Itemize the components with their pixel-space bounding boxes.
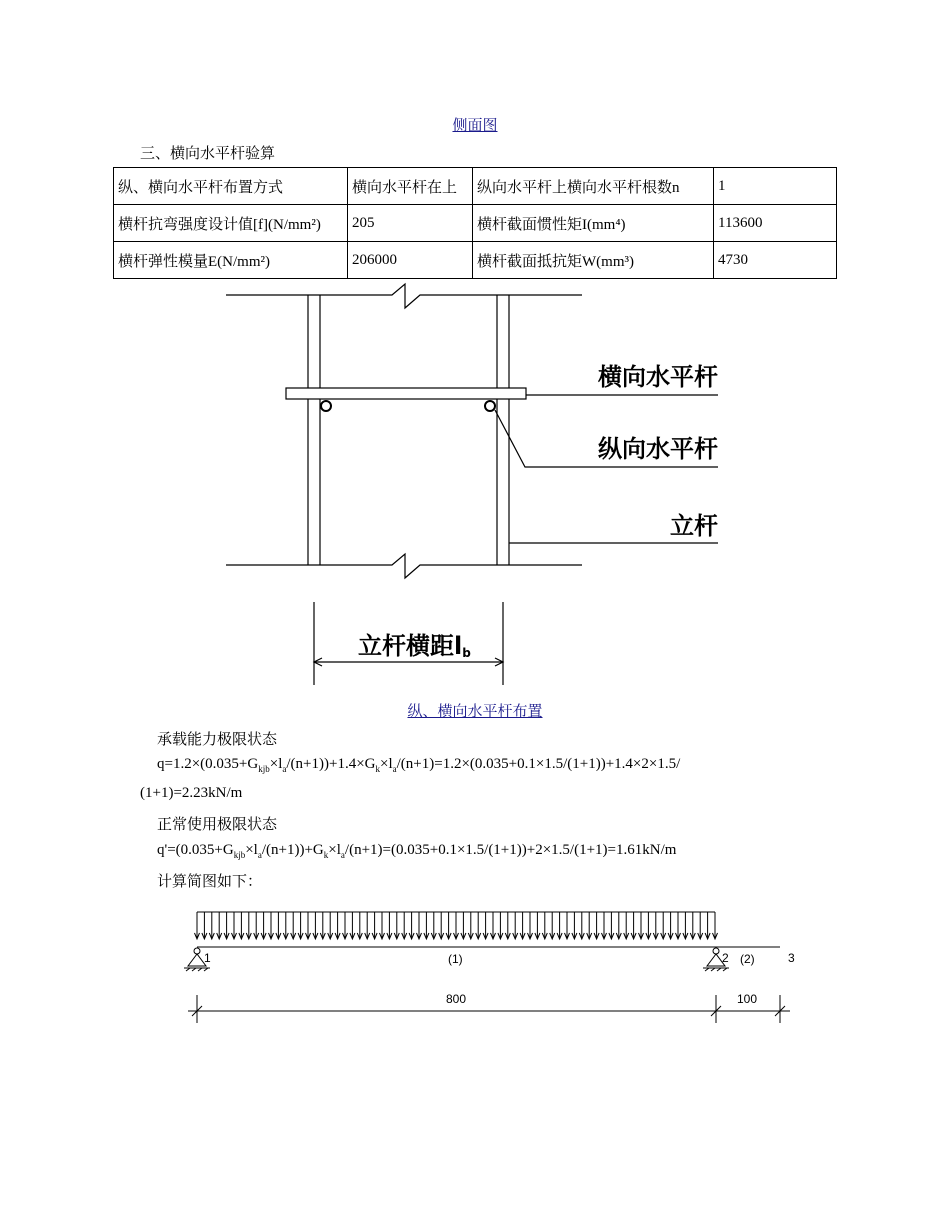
formula-q-prime: $q'=(0.035+G_{kjb}\times l_a/(n+1))+G_k\times l_a/(n+1)=(0.035+0.1\times 1.5/(1+1))+2\times 1.5/(1+1)=1.61kN/m$ bbox=[157, 842, 677, 860]
table-cell: 206000 bbox=[348, 242, 473, 279]
table-cell: 纵向水平杆上横向水平杆根数n bbox=[473, 168, 714, 205]
table-cell: 横杆截面抵抗矩W(mm³) bbox=[473, 242, 714, 279]
span-1-label: (1) bbox=[448, 952, 463, 966]
scaffold-layout-diagram bbox=[0, 280, 950, 690]
ultimate-state-title: 承载能力极限状态 bbox=[157, 732, 278, 748]
formula-q: $q=1.2\times(0.035+G_{kjb}\times l_a/(n+1))+1.4\times G_k\times l_a/(n+1)=1.2\times(0.035+0.1\times 1.5/(1+1))+1.4\times 2\times 1.5/$ bbox=[157, 756, 681, 774]
node-2-label: 2 bbox=[722, 951, 729, 965]
table-cell: 横杆抗弯强度设计值[f](N/mm²) bbox=[114, 205, 348, 242]
node-1-label: 1 bbox=[204, 951, 211, 965]
span-2-label: (2) bbox=[740, 952, 755, 966]
table-row bbox=[114, 168, 837, 205]
params-table bbox=[113, 167, 837, 279]
section-title: 三、横向水平杆验算 bbox=[140, 146, 276, 162]
label-horizontal-bar: 横向水平杆 bbox=[598, 363, 718, 391]
beam-calc-diagram bbox=[0, 900, 950, 1030]
calc-diagram-intro: 计算简图如下： bbox=[157, 874, 263, 890]
layout-caption[interactable] bbox=[0, 700, 950, 721]
dimension-800: 800 bbox=[446, 992, 467, 1006]
table-cell: 纵、横向水平杆布置方式 bbox=[114, 168, 348, 205]
table-row bbox=[114, 242, 837, 279]
side-view-link[interactable]: 侧面图 bbox=[452, 118, 498, 134]
table-cell: 1 bbox=[714, 168, 837, 205]
label-pole: 立杆 bbox=[670, 512, 718, 540]
table-cell: 横向水平杆在上 bbox=[348, 168, 473, 205]
label-longitudinal-bar: 纵向水平杆 bbox=[598, 435, 718, 463]
layout-link[interactable]: 纵、横向水平杆布置 bbox=[407, 704, 543, 720]
dimension-100: 100 bbox=[737, 992, 758, 1006]
table-cell: 4730 bbox=[714, 242, 837, 279]
table-row bbox=[114, 205, 837, 242]
node-3-label: 3 bbox=[788, 951, 795, 965]
table-cell: 横杆弹性模量E(N/mm²) bbox=[114, 242, 348, 279]
table-cell: 205 bbox=[348, 205, 473, 242]
distributed-load-arrows bbox=[195, 912, 718, 939]
table-cell: 113600 bbox=[714, 205, 837, 242]
label-spacing: 立杆横距lb bbox=[358, 632, 471, 660]
formula-q-continuation: (1+1)=2.23kN/m bbox=[140, 785, 243, 801]
table-cell: 横杆截面惯性矩I(mm⁴) bbox=[473, 205, 714, 242]
service-state-title: 正常使用极限状态 bbox=[157, 817, 278, 833]
side-view-caption[interactable] bbox=[0, 114, 950, 135]
